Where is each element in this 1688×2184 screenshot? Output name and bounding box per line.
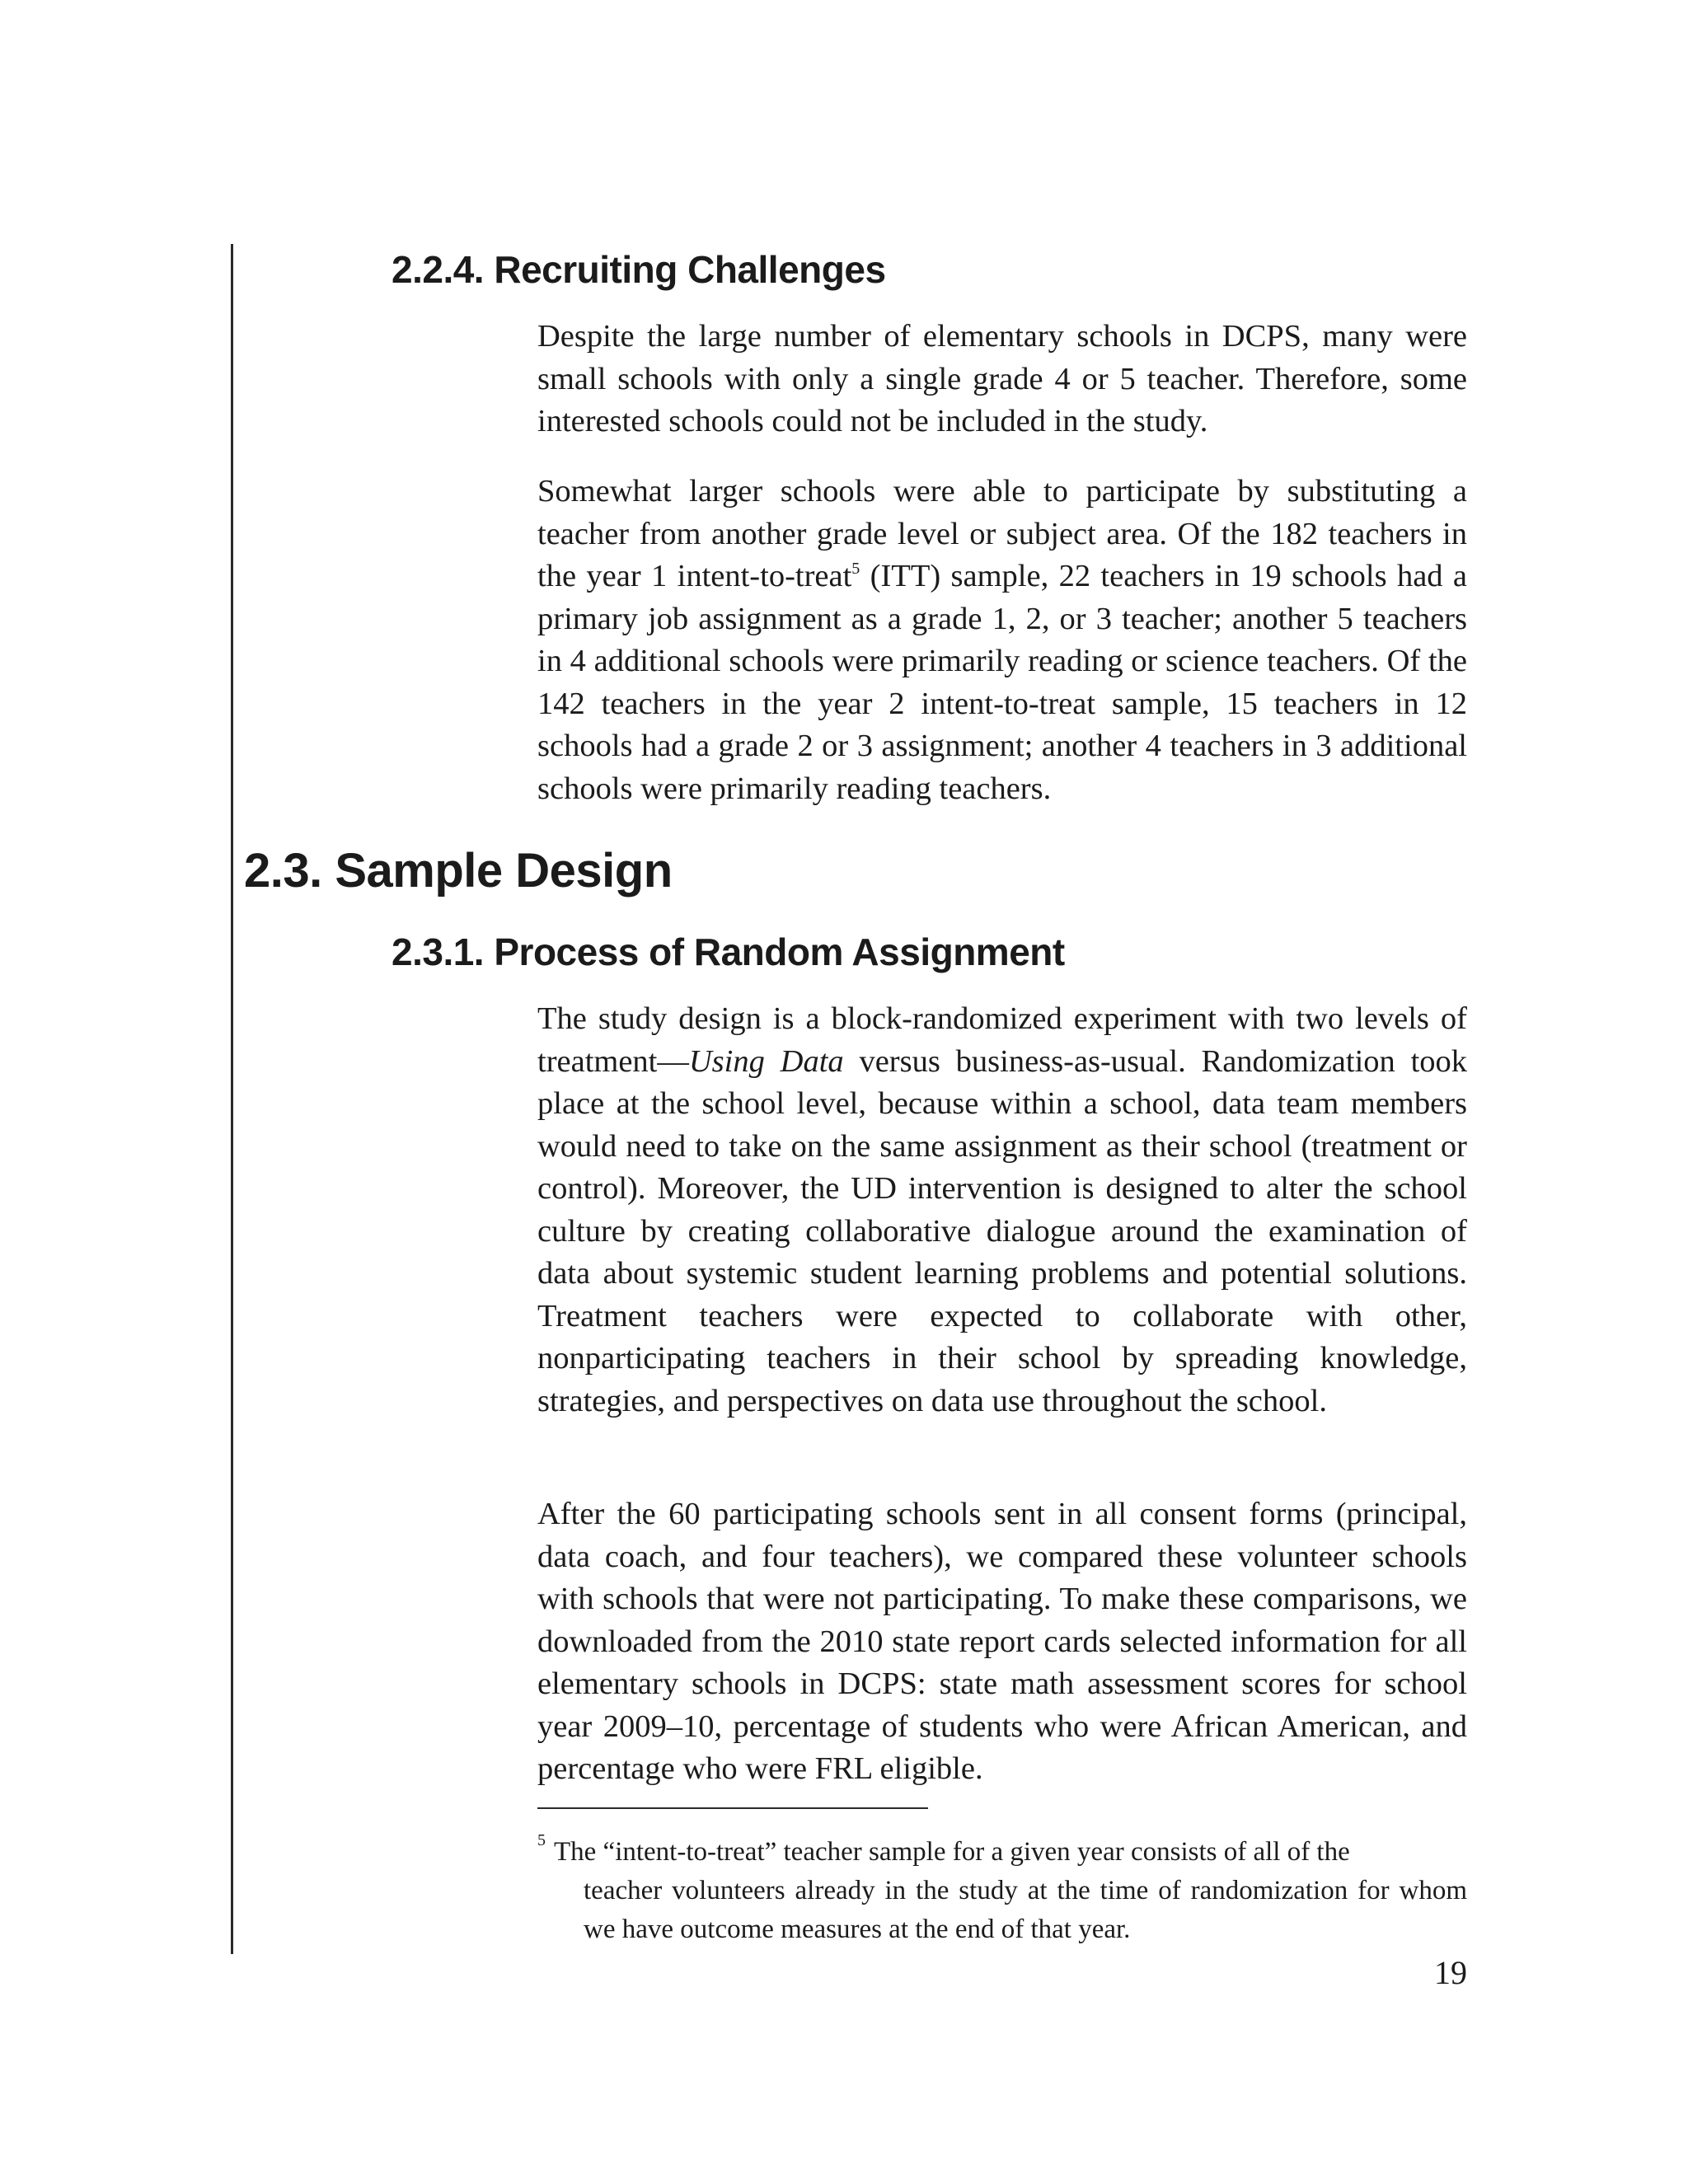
paragraph-recruiting-2-text-b: (ITT) sample, 22 teachers in 19 schools had a primary job assignment as a grade 1, 2, or 3 teacher; another 5 teachers in 4 additional schools were primarily reading or science teachers. Of the 142 teachers in the year 2 intent-to-treat sample, 15 teachers in 12 schools had a grade 2 or 3 assignment; another 4 teachers in 3 additional schools were primarily reading teachers. [537,559,1467,806]
paragraph-recruiting-1: Despite the large number of elementary schools in DCPS, many were small schools with only a single grade 4 or 5 teacher. Therefore, some interested schools could not be included in the study. [537,319,1467,438]
margin-rule [231,244,233,1954]
footnote-first-line-text: The “intent-to-treat” teacher sample for a given year consists of all of the [554,1837,1350,1867]
paragraph-random-assignment-2: After the 60 participating schools sent in all consent forms (principal, data coach, and four teachers), we compared these volunteer schools with schools that were not participating. To make these comparisons, we downloaded from the 2010 state report cards selected information for all elementary schools in DCPS: state math assessment scores for school year 2009–10, percentage of students who were African American, and percentage who were FRL eligible. [537,1497,1467,1786]
heading-process-random-assignment: 2.3.1. Process of Random Assignment [392,930,1065,973]
paragraph-random-assignment-1-text-b: versus business-as-usual. Randomization took place at the school level, because within a school, data team members would need to take on the same assignment as their school (treatment or control). Moreover, the UD intervention is designed to alter the school culture by creating collaborative dialogue around the examination of data about systemic student learning problems and potential solutions. Treatment teachers were expected to collaborate with other, nonparticipating teachers in their school by spreading knowledge, strategies, and perspectives on data use throughout the school. [537,1043,1468,1418]
footnote-reference: 5 [851,560,860,578]
paragraph-random-assignment-1-text-a: The study design is a block-randomized experiment with two levels of treatment— [537,1001,1467,1079]
heading-recruiting-challenges: 2.2.4. Recruiting Challenges [392,248,886,291]
footnote-number: 5 [537,1831,546,1849]
paragraph-recruiting-2-text-a: Somewhat larger schools were able to participate by substituting a teacher from another grade level or subject area. Of the 182 teachers in the year 1 intent-to-treat [537,474,1467,593]
page-number: 19 [1434,1954,1467,1991]
paragraph-random-assignment-1 [537,998,1467,1422]
footnote-continuation: teacher volunteers already in the study at the time of randomization for whom we have outcome measures at the end of that year. [584,1876,1467,1944]
footnote-first-line [537,1833,1467,1872]
heading-sample-design: 2.3. Sample Design [244,844,673,898]
footnote [537,1833,1467,1949]
paragraph-recruiting-2 [537,471,1467,810]
footnote-separator [537,1807,928,1809]
using-data-italic: Using Data [688,1043,844,1079]
